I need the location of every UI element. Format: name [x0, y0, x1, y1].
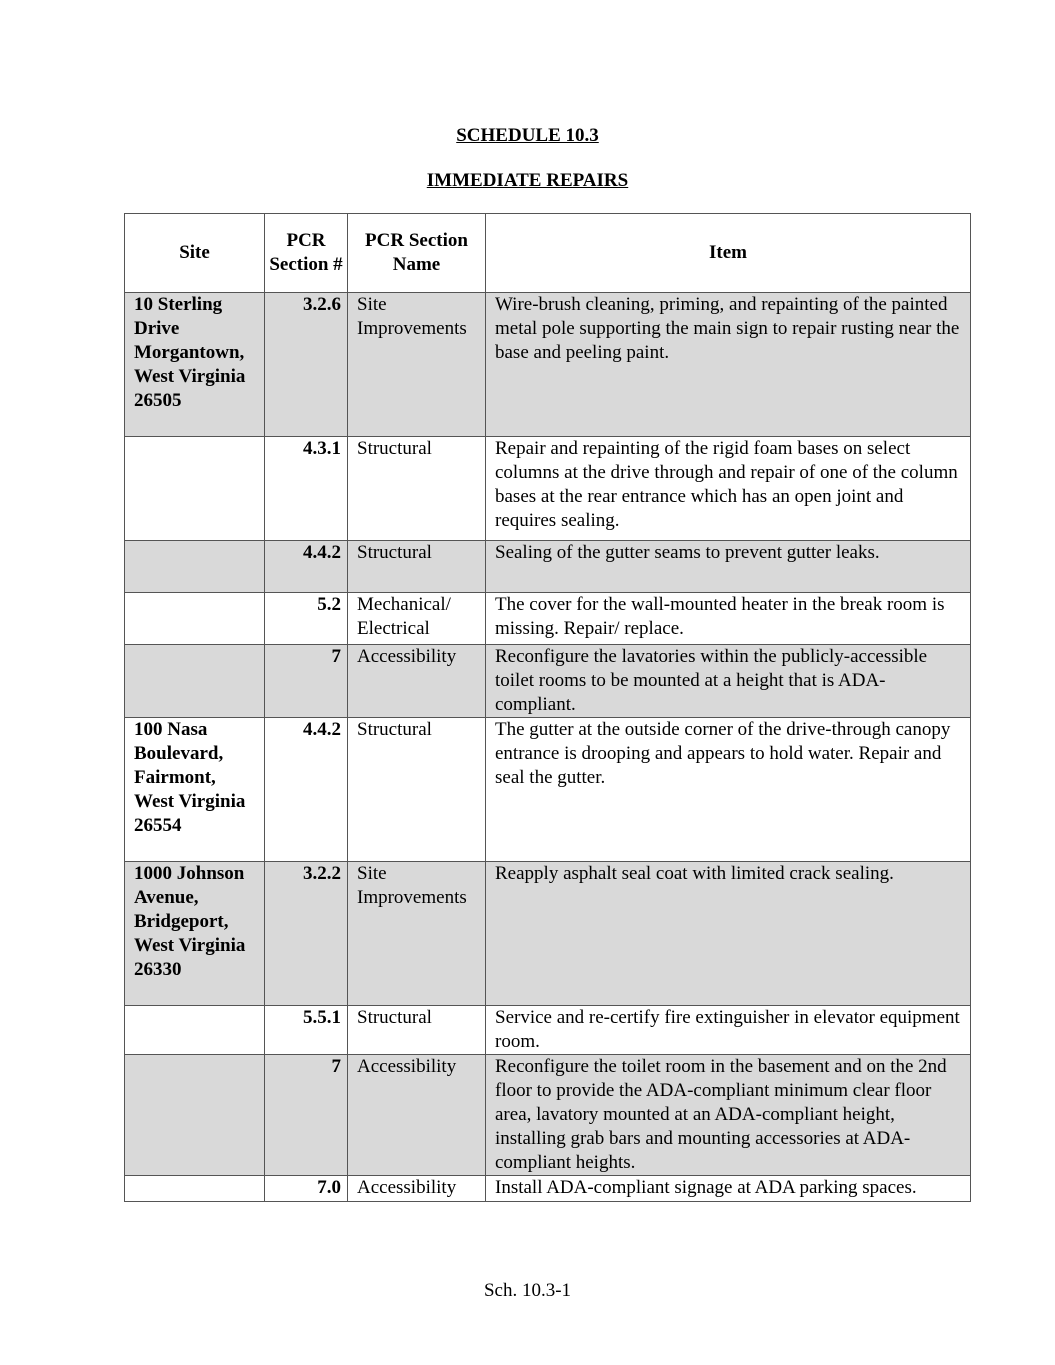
table-row	[125, 718, 971, 862]
section-number-cell: 3.2.2	[265, 862, 348, 1006]
section-number-cell: 7.0	[265, 1176, 348, 1202]
header-item: Item	[486, 214, 971, 293]
section-name-cell: Site Improvements	[348, 862, 486, 1006]
item-cell: Wire-brush cleaning, priming, and repainting of the painted metal pole supporting the main sign to repair rusting near the base and peeling paint.	[486, 293, 971, 437]
site-cell: 10 Sterling Drive Morgantown, West Virginia 26505	[125, 293, 265, 437]
section-number-cell: 5.5.1	[265, 1006, 348, 1055]
section-number-cell: 7	[265, 645, 348, 718]
site-cell	[125, 437, 265, 541]
section-number-cell: 3.2.6	[265, 293, 348, 437]
section-name-cell: Structural	[348, 437, 486, 541]
section-name-cell: Structural	[348, 1006, 486, 1055]
section-number-cell: 7	[265, 1055, 348, 1176]
schedule-title: SCHEDULE 10.3	[456, 125, 599, 146]
section-name-cell: Site Improvements	[348, 293, 486, 437]
table-row	[125, 1006, 971, 1055]
item-cell: Service and re-certify fire extinguisher in elevator equipment room.	[486, 1006, 971, 1055]
site-cell	[125, 645, 265, 718]
section-name-cell: Accessibility	[348, 1176, 486, 1202]
table-header-row	[125, 214, 971, 293]
section-name-cell: Accessibility	[348, 1055, 486, 1176]
table-row	[125, 437, 971, 541]
section-name-cell: Accessibility	[348, 645, 486, 718]
site-cell	[125, 541, 265, 593]
site-cell: 100 Nasa Boulevard, Fairmont, West Virginia 26554	[125, 718, 265, 862]
header-section-name: PCR Section Name	[348, 214, 486, 293]
section-number-cell: 4.4.2	[265, 541, 348, 593]
item-cell: The cover for the wall-mounted heater in the break room is missing. Repair/ replace.	[486, 593, 971, 645]
site-cell	[125, 1006, 265, 1055]
section-number-cell: 5.2	[265, 593, 348, 645]
immediate-repairs-table	[124, 213, 971, 1202]
item-cell: Reapply asphalt seal coat with limited crack sealing.	[486, 862, 971, 1006]
table-row	[125, 1055, 971, 1176]
section-number-cell: 4.3.1	[265, 437, 348, 541]
site-cell	[125, 1176, 265, 1202]
section-name-cell: Structural	[348, 541, 486, 593]
item-cell: Reconfigure the lavatories within the publicly-accessible toilet rooms to be mounted at a height that is ADA-compliant.	[486, 645, 971, 718]
item-cell: Install ADA-compliant signage at ADA parking spaces.	[486, 1176, 971, 1202]
table-row	[125, 645, 971, 718]
section-name-cell: Structural	[348, 718, 486, 862]
section-title: IMMEDIATE REPAIRS	[426, 170, 629, 191]
header-site: Site	[125, 214, 265, 293]
item-cell: Repair and repainting of the rigid foam bases on select columns at the drive through and repair of one of the column bases at the rear entrance which has an open joint and requires sealing.	[486, 437, 971, 541]
table-row	[125, 293, 971, 437]
site-cell	[125, 1055, 265, 1176]
item-cell: Reconfigure the toilet room in the basement and on the 2nd floor to provide the ADA-compliant minimum clear floor area, lavatory mounted at an ADA-compliant height, installing grab bars and mounting accessories at ADA-compliant heights.	[486, 1055, 971, 1176]
site-cell: 1000 Johnson Avenue, Bridgeport, West Virginia 26330	[125, 862, 265, 1006]
site-cell	[125, 593, 265, 645]
item-cell: The gutter at the outside corner of the drive-through canopy entrance is drooping and appears to hold water. Repair and seal the gutter.	[486, 718, 971, 862]
item-cell: Sealing of the gutter seams to prevent gutter leaks.	[486, 541, 971, 593]
table-row	[125, 541, 971, 593]
table-row	[125, 593, 971, 645]
table-row	[125, 1176, 971, 1202]
section-number-cell: 4.4.2	[265, 718, 348, 862]
table-row	[125, 862, 971, 1006]
section-name-cell: Mechanical/ Electrical	[348, 593, 486, 645]
header-section-number: PCR Section #	[265, 214, 348, 293]
page-footer: Sch. 10.3-1	[483, 1280, 572, 1301]
